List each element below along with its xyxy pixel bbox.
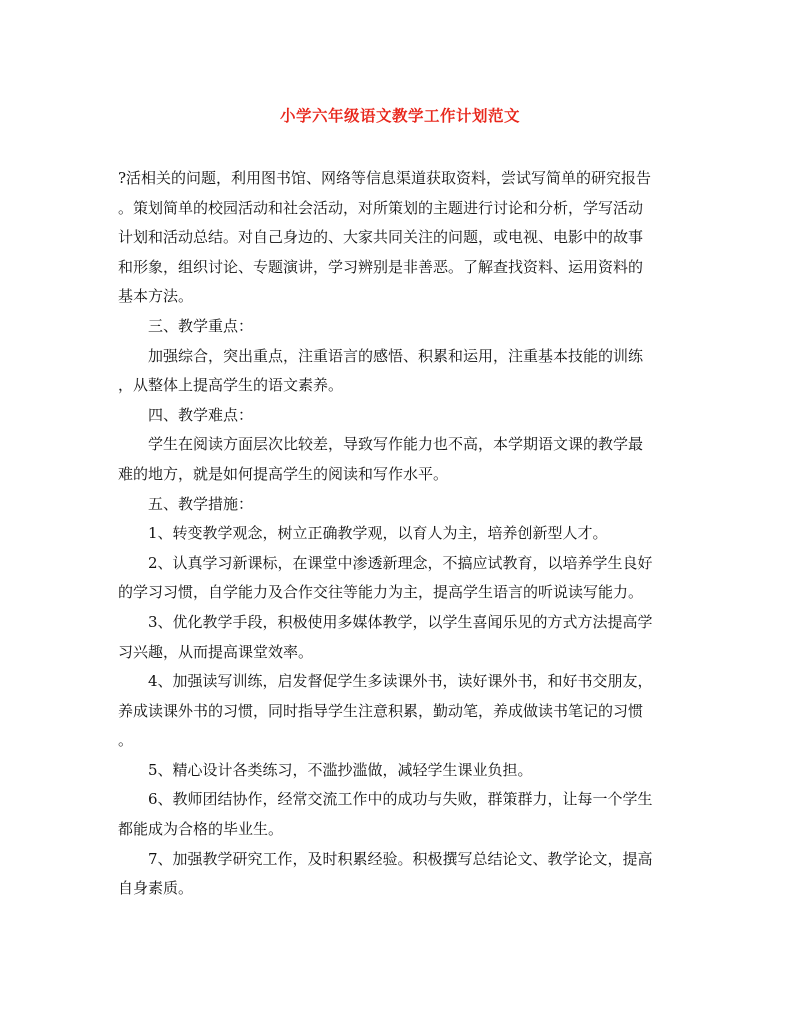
text-line: 。	[118, 731, 134, 750]
text-line: 7、加强教学研究工作，及时积累经验。积极撰写总结论文、教学论文，提高	[118, 849, 653, 868]
text-line: 养成读课外书的习惯，同时指导学生注意积累，勤动笔，养成做读书笔记的习惯	[118, 701, 644, 720]
text-line: 难的地方，就是如何提高学生的阅读和写作水平。	[118, 464, 449, 483]
text-line: 学生在阅读方面层次比较差，导致写作能力也不高，本学期语文课的教学最	[118, 435, 644, 454]
text-line: 的学习习惯，自学能力及合作交往等能力为主，提高学生语言的听说读写能力。	[118, 583, 644, 602]
text-line: 和形象，组织讨论、专题演讲，学习辨别是非善恶。了解查找资料、运用资料的	[118, 257, 644, 276]
text-line: 三、教学重点：	[118, 316, 254, 335]
text-line: 五、教学措施：	[118, 494, 254, 513]
text-line: ，从整体上提高学生的语文素养。	[118, 376, 344, 395]
text-line: 5、精心设计各类练习，不滥抄滥做，减轻学生课业负担。	[118, 760, 533, 779]
text-line: 2、认真学习新课标，在课堂中渗透新理念，不搞应试教育，以培养学生良好	[118, 553, 653, 572]
text-line: 加强综合，突出重点，注重语言的感悟、积累和运用，注重基本技能的训练	[118, 346, 644, 365]
text-line: 四、教学难点：	[118, 405, 254, 424]
text-line: 3、优化教学手段，积极使用多媒体教学，以学生喜闻乐见的方式方法提高学	[118, 612, 653, 631]
text-line: 6、教师团结协作，经常交流工作中的成功与失败，群策群力，让每一个学生	[118, 790, 653, 809]
document-body	[118, 164, 684, 904]
text-line: 1、转变教学观念，树立正确教学观，以育人为主，培养创新型人才。	[118, 524, 608, 543]
text-line: 计划和活动总结。对自己身边的、大家共同关注的问题，或电视、电影中的故事	[118, 228, 644, 247]
text-line: ?活相关的问题，利用图书馆、网络等信息渠道获取资料，尝试写简单的研究报告	[118, 169, 652, 187]
text-line: 4、加强读写训练，启发督促学生多读课外书，读好课外书，和好书交朋友，	[118, 672, 653, 691]
text-line: 习兴趣，从而提高课堂效率。	[118, 642, 314, 661]
text-line: 。策划简单的校园活动和社会活动，对所策划的主题进行讨论和分析，学写活动	[118, 198, 644, 217]
text-line: 自身素质。	[118, 879, 194, 898]
text-line: 都能成为合格的毕业生。	[118, 820, 284, 839]
document-title: 小学六年级语文教学工作计划范文	[279, 106, 520, 125]
text-line: 基本方法。	[118, 287, 194, 306]
